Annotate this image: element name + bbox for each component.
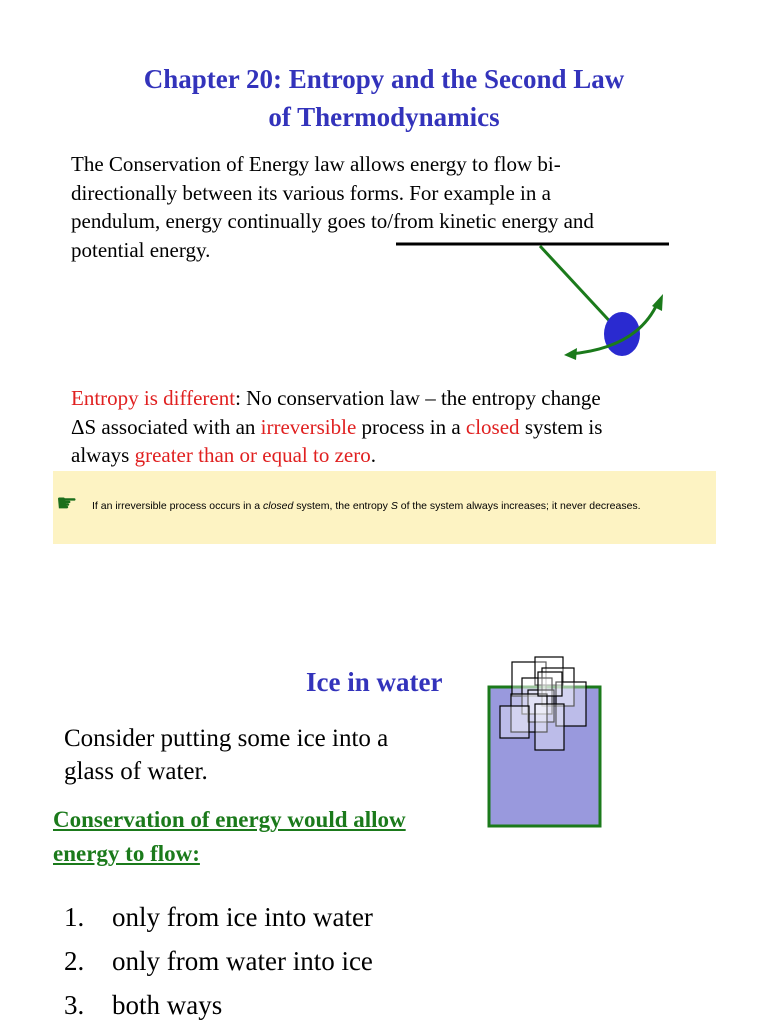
note-text: system, the entropy bbox=[293, 500, 391, 512]
note-text: of the system always increases; it never decreases. bbox=[397, 500, 641, 512]
greater-phrase: greater than or equal to zero bbox=[134, 443, 371, 467]
option-number: 3. bbox=[64, 990, 85, 1020]
entropy-line-3 bbox=[71, 441, 711, 470]
entropy-line-2 bbox=[71, 413, 711, 442]
key-idea-box bbox=[53, 471, 716, 544]
page-title bbox=[60, 60, 708, 136]
entropy-lead: Entropy is different bbox=[71, 386, 236, 410]
entropy-text: always bbox=[71, 443, 135, 467]
entropy-line-1 bbox=[71, 384, 711, 413]
irreversible-word: irreversible bbox=[260, 414, 357, 439]
intro-line: potential energy. bbox=[71, 237, 211, 262]
title-line-1: Chapter 20: Entropy and the Second Law bbox=[143, 64, 625, 94]
conservation-line: energy to flow: bbox=[53, 841, 200, 866]
pendulum-diagram bbox=[390, 236, 680, 366]
section-title: Ice in water bbox=[306, 667, 443, 697]
conservation-heading bbox=[53, 803, 406, 871]
entropy-text: process in a bbox=[356, 414, 466, 439]
closed-word: closed bbox=[465, 414, 520, 439]
note-text: If an irreversible process occurs in a bbox=[92, 500, 263, 512]
option-item bbox=[64, 983, 373, 1027]
entropy-paragraph bbox=[71, 384, 711, 470]
consider-text bbox=[64, 722, 388, 788]
arrow-head-left bbox=[564, 348, 577, 360]
option-item bbox=[64, 895, 373, 939]
option-text: only from ice into water bbox=[112, 902, 373, 932]
intro-line: pendulum, energy continually goes to/from kinetic energy and bbox=[71, 209, 594, 233]
option-text: both ways bbox=[112, 990, 223, 1020]
title-line-2: of Thermodynamics bbox=[268, 102, 500, 132]
key-idea-text bbox=[92, 500, 641, 512]
pendulum-string bbox=[540, 246, 616, 328]
option-number: 1. bbox=[64, 902, 85, 932]
conservation-line: Conservation of energy would allow bbox=[53, 807, 406, 832]
entropy-text: . bbox=[370, 443, 376, 467]
entropy-text: system is bbox=[519, 414, 603, 439]
option-number: 2. bbox=[64, 946, 85, 976]
options-list bbox=[64, 895, 373, 1027]
note-closed-word: closed bbox=[262, 500, 294, 512]
pointing-hand-icon: ☛ bbox=[56, 489, 78, 517]
ice-glass-diagram bbox=[484, 652, 606, 832]
entropy-text: : No conservation law – the entropy change bbox=[235, 386, 601, 410]
intro-line: The Conservation of Energy law allows energy to flow bi- bbox=[71, 152, 561, 176]
option-text: only from water into ice bbox=[112, 946, 373, 976]
note-entropy-symbol: S bbox=[390, 500, 398, 512]
consider-line: glass of water. bbox=[64, 758, 208, 785]
option-item bbox=[64, 939, 373, 983]
entropy-text: ΔS associated with an bbox=[71, 414, 261, 439]
intro-line: directionally between its various forms. For example in a bbox=[71, 180, 551, 205]
consider-line: Consider putting some ice into a bbox=[64, 725, 389, 752]
